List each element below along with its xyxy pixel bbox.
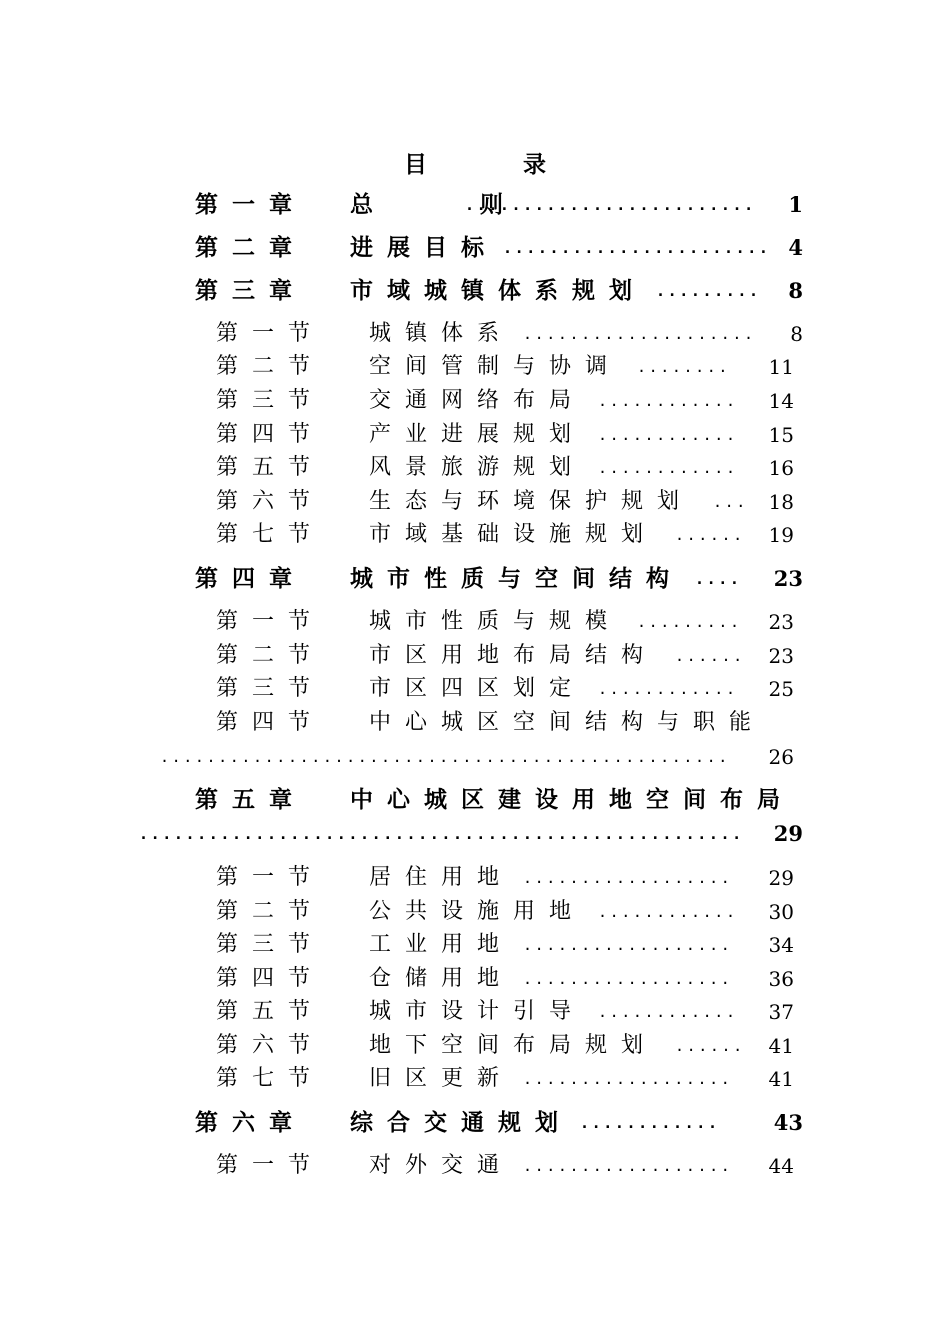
entry-text: 城市设计引导 (369, 999, 586, 1024)
leader-dots: .................. (523, 970, 733, 988)
entry-text: 工业用地 (369, 932, 514, 957)
entry-text: 产业进展规划 (369, 422, 586, 447)
page-number: 23 (773, 566, 803, 591)
toc-entry-section[interactable] (0, 861, 950, 895)
page-number: 37 (768, 1000, 794, 1024)
leader-dots: ...... (675, 1037, 745, 1055)
page-number: 1 (788, 192, 803, 217)
entry-label: 第一章 (195, 192, 306, 218)
entry-text: 地下空间布局规划 (369, 1033, 658, 1058)
page-number: 41 (768, 1034, 794, 1058)
toc-title: 目 录 (403, 152, 590, 178)
leader-dots: .................. (523, 1157, 733, 1175)
entry-label: 第一节 (216, 865, 325, 890)
entry-text: 城市性质与空间结构 (350, 566, 683, 592)
page-number: 34 (768, 933, 794, 957)
toc-entry-section[interactable] (0, 1149, 950, 1183)
leader-dots: ......................... (465, 196, 756, 214)
page-number: 30 (768, 900, 794, 924)
toc-entry-section[interactable] (0, 418, 950, 452)
toc-entry-section[interactable] (0, 350, 950, 384)
entry-label: 第二章 (195, 235, 306, 261)
entry-label: 第六章 (195, 1110, 306, 1136)
page-number: 29 (768, 866, 794, 890)
leader-dots: ......... (637, 613, 742, 631)
page-number: 26 (768, 745, 794, 769)
toc-entry-section[interactable] (0, 605, 950, 639)
entry-text: 市区四区划定 (369, 676, 586, 701)
leader-dots: ....................... (503, 239, 771, 257)
entry-label: 第五章 (195, 787, 306, 813)
toc-entry-section[interactable] (0, 962, 950, 996)
page-number: 43 (773, 1110, 803, 1135)
entry-text: 城市性质与规模 (369, 609, 622, 634)
toc-entry-section[interactable] (0, 995, 950, 1029)
entry-label: 第七节 (216, 522, 325, 547)
leader-dots: ............ (580, 1114, 720, 1132)
entry-text: 居住用地 (369, 865, 514, 890)
entry-text: 中心城区建设用地空间布局 (350, 787, 794, 813)
entry-text: 生态与环境保护规划 (369, 489, 694, 514)
page-number: 36 (768, 967, 794, 991)
leader-dots: ............ (598, 459, 738, 477)
page-number: 14 (768, 389, 794, 413)
entry-label: 第七节 (216, 1066, 325, 1091)
toc-entry-section[interactable] (0, 485, 950, 519)
entry-label: 第一节 (216, 609, 325, 634)
leader-dots: ............ (598, 903, 738, 921)
entry-label: 第六节 (216, 1033, 325, 1058)
entry-label: 第六节 (216, 489, 325, 514)
leader-dots: ............ (598, 680, 738, 698)
leader-dots: ............ (598, 426, 738, 444)
page-number: 41 (768, 1067, 794, 1091)
page-number: 16 (768, 456, 794, 480)
entry-label: 第四章 (195, 566, 306, 592)
toc-entry-section[interactable] (0, 639, 950, 673)
entry-text: 旧区更新 (369, 1066, 514, 1091)
entry-text: 城镇体系 (369, 321, 514, 346)
leader-dots: .................. (523, 869, 733, 887)
page-number: 44 (768, 1154, 794, 1178)
leader-dots: .................................................... (139, 825, 744, 843)
entry-label: 第四节 (216, 710, 325, 735)
entry-label: 第二节 (216, 643, 325, 668)
entry-label: 第三节 (216, 932, 325, 957)
toc-entry-section[interactable] (0, 518, 950, 552)
toc-entry-section[interactable] (0, 928, 950, 962)
leader-dots: ............ (598, 1003, 738, 1021)
toc-entry-section[interactable] (0, 1062, 950, 1096)
leader-dots: ... (713, 493, 748, 511)
toc-entry-chapter-1[interactable] (0, 188, 950, 222)
entry-text: 风景旅游规划 (369, 455, 586, 480)
page-number: 23 (768, 610, 794, 634)
leader-dots: .................. (523, 1070, 733, 1088)
toc-entry-section[interactable] (0, 895, 950, 929)
toc-entry-chapter-4[interactable] (0, 562, 950, 596)
toc-entry-chapter-6[interactable] (0, 1106, 950, 1140)
entry-text: 进展目标 (350, 235, 498, 261)
entry-text: 市区用地布局结构 (369, 643, 658, 668)
entry-label: 第五节 (216, 999, 325, 1024)
page-number: 11 (768, 355, 794, 379)
toc-entry-chapter-2[interactable] (0, 231, 950, 265)
leader-dots: .... (695, 570, 742, 588)
entry-label: 第二节 (216, 354, 325, 379)
entry-label: 第四节 (216, 422, 325, 447)
entry-text: 公共设施用地 (369, 899, 586, 924)
leader-dots: ........ (637, 358, 731, 376)
page-number: 8 (790, 322, 803, 346)
toc-entry-continuation[interactable] (0, 740, 950, 774)
entry-label: 第三章 (195, 278, 306, 304)
leader-dots: ......... (656, 282, 761, 300)
toc-entry-chapter-3[interactable] (0, 274, 950, 308)
entry-label: 第三节 (216, 388, 325, 413)
toc-entry-continuation[interactable] (0, 817, 950, 851)
entry-text: 空间管制与协调 (369, 354, 622, 379)
leader-dots: ...... (675, 647, 745, 665)
page-number: 25 (768, 677, 794, 701)
leader-dots: ................................................. (160, 748, 730, 766)
page-number: 23 (768, 644, 794, 668)
leader-dots: ............ (598, 392, 738, 410)
toc-entry-chapter-5[interactable] (0, 783, 950, 817)
entry-text: 综合交通规划 (350, 1110, 572, 1136)
page-number: 8 (788, 278, 803, 303)
toc-entry-section[interactable] (0, 672, 950, 706)
entry-label: 第二节 (216, 899, 325, 924)
page-number: 29 (773, 821, 803, 846)
entry-text: 总 则 (350, 192, 545, 218)
entry-label: 第四节 (216, 966, 325, 991)
toc-entry-section[interactable] (0, 451, 950, 485)
entry-text: 中心城区空间结构与职能 (369, 710, 766, 735)
page-number: 15 (768, 423, 794, 447)
page-number: 19 (768, 523, 794, 547)
entry-label: 第三节 (216, 676, 325, 701)
entry-text: 市域基础设施规划 (369, 522, 658, 547)
leader-dots: ...... (675, 526, 745, 544)
entry-text: 仓储用地 (369, 966, 514, 991)
entry-label: 第一节 (216, 321, 325, 346)
toc-entry-section[interactable] (0, 1029, 950, 1063)
entry-text: 对外交通 (369, 1153, 514, 1178)
leader-dots: .................. (523, 936, 733, 954)
page-number: 18 (768, 490, 794, 514)
toc-entry-section[interactable] (0, 706, 950, 740)
entry-text: 市域城镇体系规划 (350, 278, 646, 304)
entry-label: 第五节 (216, 455, 325, 480)
toc-entry-section[interactable] (0, 317, 950, 351)
leader-dots: .................... (523, 325, 756, 343)
entry-text: 交通网络布局 (369, 388, 586, 413)
toc-entry-section[interactable] (0, 384, 950, 418)
page-number: 4 (788, 235, 803, 260)
entry-label: 第一节 (216, 1153, 325, 1178)
